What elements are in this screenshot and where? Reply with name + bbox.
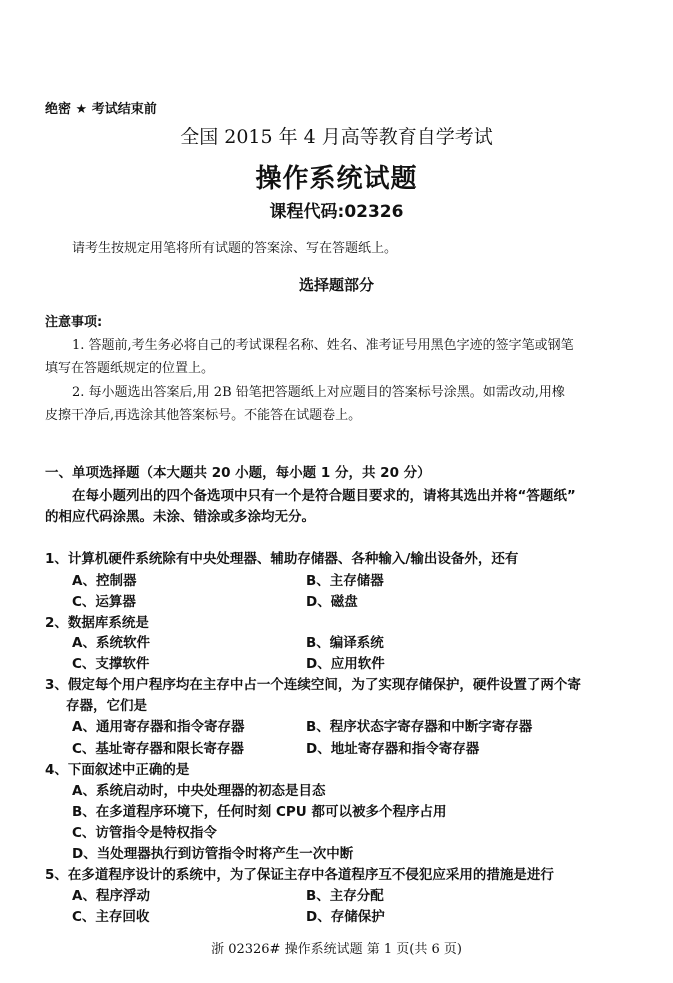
- option-c: C、主存回收: [72, 909, 150, 925]
- option-d: D、磁盘: [306, 594, 358, 610]
- question-stem: 4、下面叙述中正确的是: [45, 762, 190, 778]
- option-c: C、支撑软件: [72, 656, 150, 672]
- question-stem: 5、在多道程序设计的系统中，为了保证主存中各道程序互不侵犯应采用的措施是进行: [45, 867, 554, 883]
- note-2-line-2: 皮擦干净后,再选涂其他答案标号。不能答在试题卷上。: [45, 408, 362, 423]
- part-1-desc-line-2: 的相应代码涂黑。未涂、错涂或多涂均无分。: [45, 509, 315, 525]
- option-d: D、应用软件: [306, 656, 385, 672]
- option-b: B、主存储器: [306, 573, 384, 589]
- option-a: A、通用寄存器和指令寄存器: [72, 719, 245, 735]
- question-stem: 1、计算机硬件系统除有中央处理器、辅助存储器、各种输入/输出设备外，还有: [45, 551, 519, 567]
- option-a: A、系统启动时，中央处理器的初态是目态: [72, 783, 326, 799]
- question-stem: 2、数据库系统是: [45, 615, 149, 631]
- question-stem-continued: 存器，它们是: [66, 698, 147, 714]
- option-a: A、程序浮动: [72, 888, 150, 904]
- page-footer: 浙 02326# 操作系统试题 第 1 页(共 6 页): [211, 942, 462, 957]
- option-c: C、访管指令是特权指令: [72, 825, 217, 841]
- option-d: D、当处理器执行到访管指令时将产生一次中断: [72, 846, 354, 862]
- option-b: B、在多道程序环境下，任何时刻 CPU 都可以被多个程序占用: [72, 804, 447, 820]
- option-b: B、编译系统: [306, 635, 384, 651]
- option-a: A、系统软件: [72, 635, 150, 651]
- course-code: 课程代码:02326: [269, 202, 404, 222]
- option-a: A、控制器: [72, 573, 137, 589]
- option-d: D、存储保护: [306, 909, 385, 925]
- note-1-line-1: 1. 答题前,考生务必将自己的考试课程名称、姓名、准考证号用黑色字迹的签字笔或钢笔: [72, 338, 574, 353]
- notes-heading: 注意事项:: [45, 315, 103, 330]
- option-c: C、运算器: [72, 594, 136, 610]
- instruction: 请考生按规定用笔将所有试题的答案涂、写在答题纸上。: [72, 241, 398, 256]
- subject-title: 操作系统试题: [255, 164, 418, 194]
- part-1-desc-line-1: 在每小题列出的四个备选项中只有一个是符合题目要求的，请将其选出并将“答题纸”: [72, 488, 576, 504]
- secret-mark: 绝密 ★ 考试结束前: [45, 102, 157, 117]
- option-c: C、基址寄存器和限长寄存器: [72, 741, 244, 757]
- note-1-line-2: 填写在答题纸规定的位置上。: [45, 361, 215, 376]
- option-d: D、地址寄存器和指令寄存器: [306, 741, 480, 757]
- section-title: 选择题部分: [298, 276, 374, 294]
- question-stem: 3、假定每个用户程序均在主存中占一个连续空间，为了实现存储保护，硬件设置了两个寄: [45, 677, 581, 693]
- note-2-line-1: 2. 每小题选出答案后,用 2B 铅笔把答题纸上对应题目的答案标号涂黑。如需改动,用橡: [72, 385, 565, 400]
- exam-title: 全国 2015 年 4 月高等教育自学考试: [180, 126, 493, 148]
- option-b: B、主存分配: [306, 888, 384, 904]
- part-1-heading: 一、单项选择题（本大题共 20 小题，每小题 1 分，共 20 分）: [45, 465, 431, 481]
- option-b: B、程序状态字寄存器和中断字寄存器: [306, 719, 533, 735]
